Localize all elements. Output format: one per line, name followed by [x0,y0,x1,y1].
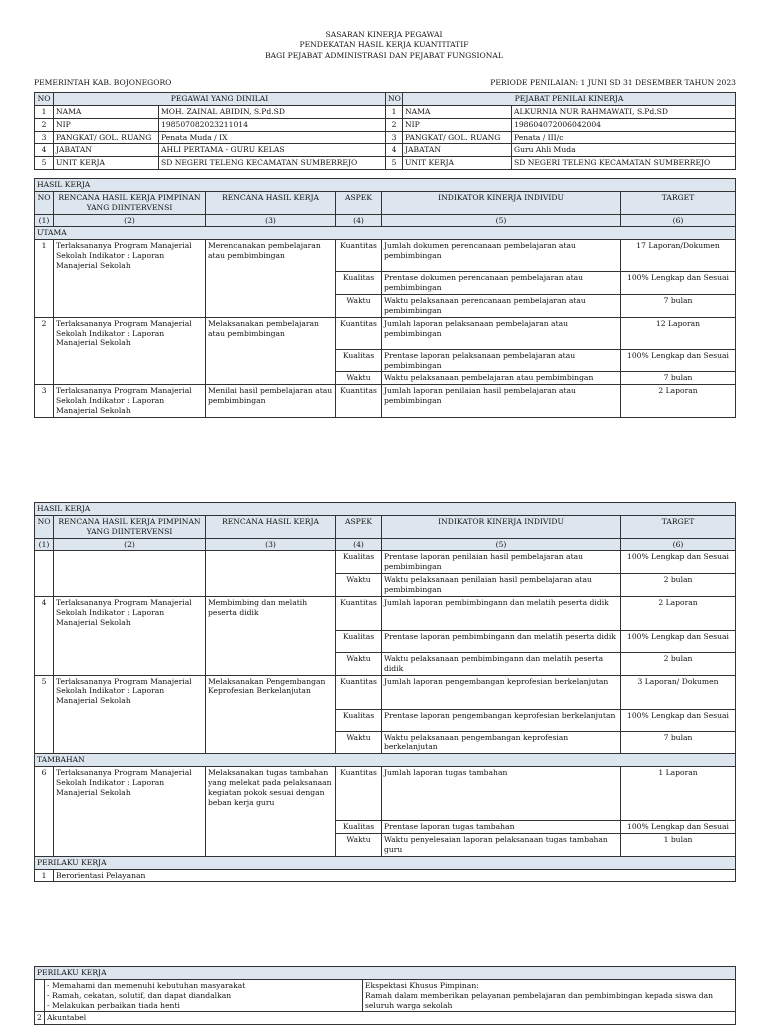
tambahan-row-label: TAMBAHAN [35,754,736,767]
target: 1 Laporan [621,767,736,821]
column-header: RENCANA HASIL KERJA PIMPINAN YANG DIINTERVENSI [54,515,206,538]
kinerja-row [35,596,736,630]
utama-row [35,227,736,240]
hasil-kerja-title: HASIL KERJA [35,503,736,516]
identity-row [35,131,736,144]
ident-value-right: SD NEGERI TELENG KECAMATAN SUMBERREJO [512,157,736,170]
rencana-hasil-kerja-empty [206,551,336,596]
section-row [35,179,736,192]
column-number: (5) [382,538,621,551]
ident-label-2: PANGKAT/ GOL. RUANG [403,131,512,144]
kinerja-row [35,675,736,709]
bullet-1: - Memahami dan memenuhi kebutuhan masyarakat [47,980,246,990]
ident-label-2: UNIT KERJA [403,157,512,170]
perilaku-title-2: PERILAKU KERJA [35,967,736,980]
item-no: 2 [35,317,54,385]
ekspektasi-label: Ekspektasi Khusus Pimpinan: [365,980,479,990]
identity-rows [35,105,736,169]
column-header: TARGET [621,191,736,214]
item-no: 3 [35,385,54,418]
column-header-row [35,515,736,538]
indikator: Prentase laporan penilaian hasil pembelajaran atau pembimbingan [382,551,621,574]
column-header: TARGET [621,515,736,538]
column-number-row [35,214,736,227]
aspek: Waktu [336,652,382,675]
column-number: (3) [206,538,336,551]
indikator: Jumlah laporan penilaian hasil pembelajaran atau pembimbingan [382,385,621,418]
column-number: (6) [621,214,736,227]
rencana-hasil-kerja: Merencanakan pembelajaran atau pembimbingan [206,240,336,317]
ident-no-2: 5 [386,157,403,170]
aspek: Waktu [336,295,382,318]
rencana-pimpinan-empty [54,551,206,596]
header-line-2: PENDEKATAN HASIL KERJA KUANTITATIF [299,40,469,50]
indikator: Waktu pelaksanaan pengembangan keprofesian berkelanjutan [382,731,621,754]
perilaku-item-label: Berorientasi Pelayanan [54,869,736,882]
target: 100% Lengkap dan Sesuai [621,272,736,295]
target: 7 bulan [621,372,736,385]
ident-value-left: SD NEGERI TELENG KECAMATAN SUMBERREJO [159,157,386,170]
ident-value-left: Penata Muda / IX [159,131,386,144]
column-number: (5) [382,214,621,227]
column-header: ASPEK [336,191,382,214]
kinerja-row [35,240,736,272]
column-header: ASPEK [336,515,382,538]
aspek: Kualitas [336,709,382,731]
ident-label-2: NIP [403,118,512,131]
rencana-pimpinan: Terlaksananya Program Manajerial Sekolah Indikator : Laporan Manajerial Sekolah [54,385,206,418]
ident-no: 3 [35,131,54,144]
ident-value-left: 198507082023211014 [159,118,386,131]
header-line-1: SASARAN KINERJA PEGAWAI [325,30,443,39]
column-header: INDIKATOR KINERJA INDIVIDU [382,515,621,538]
indikator: Waktu pelaksanaan perencanaan pembelajaran atau pembimbingan [382,295,621,318]
column-header-row [35,191,736,214]
aspek: Waktu [336,731,382,754]
aspek: Kualitas [336,272,382,295]
ident-no-2: 4 [386,144,403,157]
ident-value-right: 198604072006042004 [512,118,736,131]
item-no: 6 [35,767,54,857]
pemerintah-label: PEMERINTAH KAB. BOJONEGORO [34,78,172,87]
column-number: (1) [35,214,54,227]
identity-row [35,157,736,170]
aspek: Kualitas [336,821,382,834]
pegawai-dinilai-header: PEGAWAI YANG DINILAI [54,93,386,106]
rencana-hasil-kerja: Melaksanakan Pengembangan Keprofesian Berkelanjutan [206,675,336,754]
aspek: Waktu [336,372,382,385]
indikator: Waktu pelaksanaan penilaian hasil pembelajaran atau pembimbingan [382,574,621,597]
aspek: Kuantitas [336,596,382,630]
kinerja-row [35,317,736,349]
ident-no-header-2: NO [386,93,403,106]
aspek: Kuantitas [336,675,382,709]
rencana-pimpinan: Terlaksananya Program Manajerial Sekolah Indikator : Laporan Manajerial Sekolah [54,317,206,385]
rencana-hasil-kerja: Melaksanakan tugas tambahan yang melekat pada pelaksanaan kegiatan pokok sesuai dengan beban kerja guru [206,767,336,857]
target: 100% Lengkap dan Sesuai [621,551,736,574]
aspek: Kuantitas [336,385,382,418]
indikator: Prentase laporan pengembangan keprofesian berkelanjutan [382,709,621,731]
ident-no: 4 [35,144,54,157]
indikator: Jumlah laporan tugas tambahan [382,767,621,821]
pejabat-penilai-header: PEJABAT PENILAI KINERJA [403,93,736,106]
target: 2 Laporan [621,596,736,630]
kinerja-row [35,551,736,574]
rencana-pimpinan: Terlaksananya Program Manajerial Sekolah Indikator : Laporan Manajerial Sekolah [54,767,206,857]
aspek: Kuantitas [336,767,382,821]
indikator: Prentase laporan pembimbingann dan melatih peserta didik [382,630,621,652]
ident-label: UNIT KERJA [54,157,159,170]
header-line-3: BAGI PEJABAT ADMINISTRASI DAN PEJABAT FUNGSIONAL [265,50,503,60]
ekspektasi-cell [363,979,736,1012]
rencana-hasil-kerja: Membimbing dan melatih peserta didik [206,596,336,675]
ident-value-left: AHLI PERTAMA - GURU KELAS [159,144,386,157]
aspek: Kualitas [336,551,382,574]
indikator: Prentase dokumen perencanaan pembelajaran atau pembimbingan [382,272,621,295]
indikator: Jumlah dokumen perencanaan pembelajaran atau pembimbingan [382,240,621,272]
ekspektasi-text: Ramah dalam memberikan pelayanan pembelajaran dan pembimbingan kepada siswa dan seluruh warga sekolah [365,990,714,1010]
target: 17 Laporan/Dokumen [621,240,736,272]
hasil-kerja-rows-1 [35,179,736,418]
column-number: (6) [621,538,736,551]
aspek: Kualitas [336,630,382,652]
hasil-kerja-table-2 [34,502,736,882]
target: 3 Laporan/ Dokumen [621,675,736,709]
aspek: Kualitas [336,349,382,372]
indikator: Waktu pelaksanaan pembimbingann dan melatih peserta didik [382,652,621,675]
aspek: Kuantitas [336,317,382,349]
ident-no: 2 [35,118,54,131]
identity-table [34,92,736,170]
perilaku-kerja-table [34,966,736,1025]
rencana-pimpinan: Terlaksananya Program Manajerial Sekolah Indikator : Laporan Manajerial Sekolah [54,675,206,754]
rencana-pimpinan: Terlaksananya Program Manajerial Sekolah Indikator : Laporan Manajerial Sekolah [54,240,206,317]
identity-row [35,144,736,157]
target: 100% Lengkap dan Sesuai [621,349,736,372]
target: 100% Lengkap dan Sesuai [621,630,736,652]
hasil-kerja-title: HASIL KERJA [35,179,736,192]
indikator: Jumlah laporan pembimbingann dan melatih peserta didik [382,596,621,630]
column-header: RENCANA HASIL KERJA [206,515,336,538]
indikator: Prentase laporan tugas tambahan [382,821,621,834]
target: 7 bulan [621,295,736,318]
ident-no: 5 [35,157,54,170]
target: 2 bulan [621,652,736,675]
tambahan-row [35,754,736,767]
column-header: RENCANA HASIL KERJA [206,191,336,214]
item-no: 5 [35,675,54,754]
bullet-3: - Melakukan perbaikan tiada henti [47,1000,180,1010]
meta-row [34,78,736,88]
perilaku-item-row [35,869,736,882]
column-number: (4) [336,214,382,227]
column-number: (2) [54,214,206,227]
indikator: Waktu penyelesaian laporan pelaksanaan tugas tambahan guru [382,834,621,857]
target: 2 bulan [621,574,736,597]
periode-label: PERIODE PENILAIAN: 1 JUNI SD 31 DESEMBER TAHUN 2023 [490,78,736,87]
ident-no-2: 1 [386,105,403,118]
aspek: Waktu [336,574,382,597]
ident-label: NIP [54,118,159,131]
column-number: (3) [206,214,336,227]
perilaku-bullets [45,979,363,1012]
kinerja-row [35,767,736,821]
perilaku-item-no: 1 [35,869,54,882]
perilaku-bullet-spacer [35,979,45,1012]
akuntabel-label: Akuntabel [45,1012,736,1025]
ident-no-header: NO [35,93,54,106]
ident-label: NAMA [54,105,159,118]
utama-row-label: UTAMA [35,227,736,240]
kinerja-row [35,385,736,418]
ident-label-2: NAMA [403,105,512,118]
ident-label: JABATAN [54,144,159,157]
indikator: Waktu pelaksanaan pembelajaran atau pembimbingan [382,372,621,385]
target: 12 Laporan [621,317,736,349]
aspek: Kuantitas [336,240,382,272]
target: 100% Lengkap dan Sesuai [621,709,736,731]
ident-value-right: ALKURNIA NUR RAHMAWATI, S.Pd.SD [512,105,736,118]
rencana-hasil-kerja: Menilai hasil pembelajaran atau pembimbingan [206,385,336,418]
perilaku-title: PERILAKU KERJA [35,856,736,869]
target: 2 Laporan [621,385,736,418]
column-header: NO [35,515,54,538]
hasil-kerja-rows-2 [35,503,736,882]
column-header: NO [35,191,54,214]
akuntabel-no: 2 [35,1012,45,1025]
column-number: (2) [54,538,206,551]
item-no: 1 [35,240,54,317]
ident-no-2: 2 [386,118,403,131]
document-header [0,30,768,61]
ident-no-2: 3 [386,131,403,144]
identity-row [35,118,736,131]
bullet-2: - Ramah, cekatan, solutif, dan dapat diandalkan [47,990,232,1000]
rencana-pimpinan: Terlaksananya Program Manajerial Sekolah Indikator : Laporan Manajerial Sekolah [54,596,206,675]
target: 1 bulan [621,834,736,857]
ident-value-right: Guru Ahli Muda [512,144,736,157]
target: 100% Lengkap dan Sesuai [621,821,736,834]
ident-value-left: MOH. ZAINAL ABIDIN, S.Pd.SD [159,105,386,118]
ident-value-right: Penata / III/c [512,131,736,144]
aspek: Waktu [336,834,382,857]
target: 7 bulan [621,731,736,754]
ident-no: 1 [35,105,54,118]
item-no-empty [35,551,54,596]
column-header: RENCANA HASIL KERJA PIMPINAN YANG DIINTERVENSI [54,191,206,214]
item-no: 4 [35,596,54,675]
column-number-row [35,538,736,551]
ident-label-2: JABATAN [403,144,512,157]
hasil-kerja-table-1 [34,178,736,418]
indikator: Jumlah laporan pengembangan keprofesian berkelanjutan [382,675,621,709]
column-number: (4) [336,538,382,551]
indikator: Jumlah laporan pelaksanaan pembelajaran atau pembimbingan [382,317,621,349]
rencana-hasil-kerja: Melaksanakan pembelajaran atau pembimbingan [206,317,336,385]
column-number: (1) [35,538,54,551]
indikator: Prentase laporan pelaksanaan pembelajaran atau pembimbingan [382,349,621,372]
identity-row [35,105,736,118]
column-header: INDIKATOR KINERJA INDIVIDU [382,191,621,214]
perilaku-row [35,856,736,869]
ident-label: PANGKAT/ GOL. RUANG [54,131,159,144]
section-row [35,503,736,516]
